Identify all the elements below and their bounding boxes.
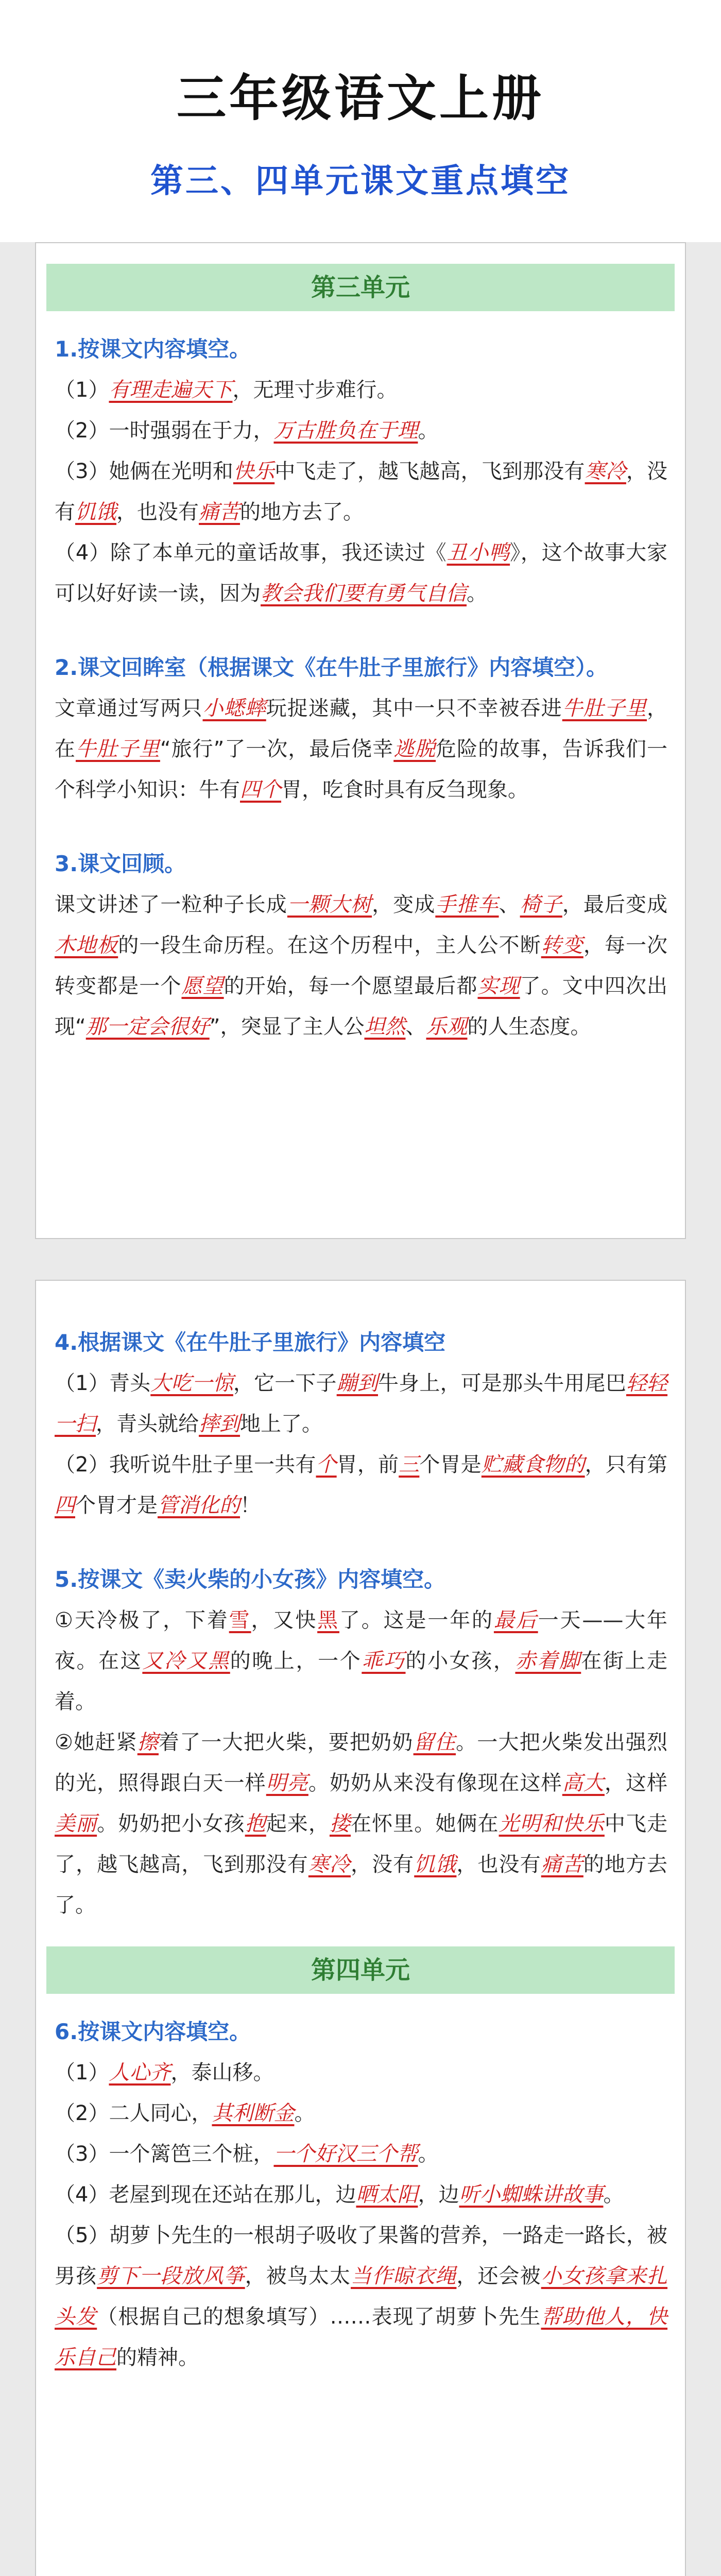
fill-line: （3）她俩在光明和快乐中飞走了，越飞越高，飞到那没有寒冷，没有饥饿，也没有痛苦的地方去了。 (55, 460, 668, 524)
answer-blank: 美丽 (55, 1812, 97, 1836)
answer-blank: 乖巧 (362, 1649, 406, 1673)
answer-blank: 三 (399, 1453, 420, 1477)
answer-blank: 黑 (317, 1608, 339, 1632)
question-title: 6.按课文内容填空。 (55, 2019, 251, 2044)
answer-blank: 丑小鸭 (447, 541, 510, 565)
question-title: 3.课文回顾。 (55, 851, 186, 876)
answer-blank: 高大 (562, 1771, 605, 1795)
fill-paragraph: 课文讲述了一粒种子长成一颗大树，变成手推车、椅子，最后变成木地板的一段生命历程。在这个历程中，主人公不断转变，每一次转变都是一个愿望的开始，每一个愿望最后都实现了。文中四次出现“那一定会很好”，突显了主人公坦然、乐观的人生态度。 (55, 893, 668, 1039)
answer-blank: 轻轻一扫 (55, 1371, 668, 1436)
answer-blank: 实现 (477, 974, 520, 998)
question-title: 2.课文回眸室（根据课文《在牛肚子里旅行》内容填空）。 (55, 655, 608, 680)
answer-blank: 小蟋蟀 (202, 697, 266, 720)
question-title: 5.按课文《卖火柴的小女孩》内容填空。 (55, 1567, 446, 1592)
answer-blank: 牛肚子里 (75, 737, 160, 761)
answer-blank: 寒冷 (585, 460, 626, 483)
answer-blank: 擦 (137, 1731, 159, 1754)
answer-blank: 人心齐 (109, 2061, 171, 2084)
unit3-banner: 第三单元 (46, 264, 675, 311)
question-1 (36, 329, 685, 614)
question-5 (36, 1559, 685, 1926)
answer-blank: 赤着脚 (515, 1649, 581, 1673)
fill-line: （1）青头大吃一惊，它一下子蹦到牛身上，可是那头牛用尾巴轻轻一扫，青头就给摔到地上了。 (55, 1371, 668, 1436)
answer-blank: 愿望 (181, 974, 224, 998)
fill-line: （2）二人同心，其利断金。 (55, 2102, 315, 2125)
answer-blank: 搂 (329, 1812, 351, 1836)
answer-blank: 晒太阳 (356, 2183, 418, 2207)
answer-blank: 光明和快乐 (499, 1812, 605, 1836)
answer-blank: 剪下一段放风筝 (97, 2264, 245, 2288)
fill-line: （5）胡萝卜先生的一根胡子吸收了果酱的营养，一路走一路长，被男孩剪下一段放风筝，被鸟太太当作晾衣绳，还会被小女孩拿来扎头发（根据自己的想象填写）……表现了胡萝卜先生帮助他人，快乐自己的精神。 (55, 2224, 668, 2369)
answer-blank: 饥饿 (414, 1853, 457, 1876)
answer-blank: 饥饿 (75, 500, 116, 524)
question-4 (36, 1322, 685, 1526)
answer-blank: 一个好汉三个帮 (273, 2142, 418, 2166)
answer-blank: 个 (316, 1453, 337, 1477)
answer-blank: 转变 (541, 934, 583, 957)
answer-blank: 痛苦 (199, 500, 240, 524)
fill-paragraph: ①天冷极了，下着雪，又快黑了。这是一年的最后一天——大年夜。在这又冷又黑的晚上，一个乖巧的小女孩，赤着脚在街上走着。 (55, 1608, 668, 1714)
card-unit3-part1 (35, 242, 686, 1239)
question-3 (36, 843, 685, 1047)
answer-blank: 坦然 (364, 1015, 406, 1039)
fill-line: （2）我听说牛肚子里一共有个胃，前三个胃是贮藏食物的，只有第四个胃才是管消化的！ (55, 1453, 668, 1517)
answer-blank: 那一定会很好 (85, 1015, 210, 1039)
answer-blank: 听小蜘蛛讲故事 (459, 2183, 604, 2207)
page-subtitle: 第三、四单元课文重点填空 (150, 162, 571, 200)
answer-blank: 痛苦 (541, 1853, 583, 1876)
answer-blank: 贮藏食物的 (481, 1453, 585, 1477)
answer-blank: 牛肚子里 (562, 697, 647, 720)
question-2 (36, 647, 685, 810)
answer-blank: 逃脱 (393, 737, 436, 761)
question-title: 1.按课文内容填空。 (55, 336, 251, 362)
answer-blank: 寒冷 (308, 1853, 351, 1876)
fill-line: （2）一时强弱在于力，万古胜负在于理。 (55, 419, 439, 443)
fill-line: （4）老屋到现在还站在那儿，边晒太阳，边听小蜘蛛讲故事。 (55, 2183, 624, 2207)
answer-blank: 留住 (413, 1731, 456, 1754)
unit4-banner: 第四单元 (46, 1946, 675, 1994)
answer-blank: 木地板 (55, 934, 118, 957)
answer-blank: 有理走遍天下 (109, 378, 233, 402)
fill-line: （4）除了本单元的童话故事，我还读过《丑小鸭》，这个故事大家可以好好读一读，因为教会我们要有勇气自信。 (55, 541, 668, 605)
answer-blank: 蹦到 (336, 1371, 378, 1395)
answer-blank: 雪 (229, 1608, 251, 1632)
answer-blank: 最后 (493, 1608, 538, 1632)
answer-blank: 又冷又黑 (142, 1649, 230, 1673)
page-title: 三年级语文上册 (177, 70, 544, 127)
question-6 (36, 2011, 685, 2378)
answer-blank: 万古胜负在于理 (273, 419, 418, 443)
fill-paragraph: 文章通过写两只小蟋蟀玩捉迷藏，其中一只不幸被吞进牛肚子里，在牛肚子里“旅行”了一次，最后侥幸逃脱危险的故事，告诉我们一个科学小知识：牛有四个胃，吃食时具有反刍现象。 (55, 697, 668, 802)
answer-blank: 一颗大树 (287, 893, 372, 917)
answer-blank: 摔到 (199, 1412, 240, 1436)
answer-blank: 小女孩拿来扎头发 (55, 2264, 668, 2329)
answer-blank: 教会我们要有勇气自信 (261, 582, 467, 605)
fill-paragraph: ②她赶紧擦着了一大把火柴，要把奶奶留住。一大把火柴发出强烈的光，照得跟白天一样明亮。奶奶从来没有像现在这样高大，这样美丽。奶奶把小女孩抱起来，搂在怀里。她俩在光明和快乐中飞走了，越飞越高，飞到那没有寒冷，没有饥饿，也没有痛苦的地方去了。 (55, 1731, 668, 1917)
header (0, 0, 721, 242)
question-title: 4.根据课文《在牛肚子里旅行》内容填空 (55, 1330, 446, 1355)
answer-blank: 其利断金 (212, 2102, 295, 2125)
answer-blank: 帮助他人，快乐自己 (55, 2305, 668, 2369)
answer-blank: 抱 (245, 1812, 266, 1836)
answer-blank: 当作晾衣绳 (351, 2264, 457, 2288)
answer-blank: 手推车 (435, 893, 499, 917)
answer-blank: 大吃一惊 (150, 1371, 233, 1395)
answer-blank: 乐观 (426, 1015, 468, 1039)
card-unit3-part2-unit4 (35, 1280, 686, 2576)
answer-blank: 快乐 (233, 460, 275, 483)
answer-blank: 管消化的 (158, 1494, 240, 1517)
answer-blank: 明亮 (266, 1771, 308, 1795)
fill-line: （3）一个篱笆三个桩，一个好汉三个帮。 (55, 2142, 439, 2166)
fill-line: （1）人心齐，泰山移。 (55, 2061, 274, 2084)
answer-blank: 四个 (240, 778, 281, 802)
answer-blank: 椅子 (520, 893, 562, 917)
answer-blank: 四 (55, 1494, 75, 1517)
fill-line: （1）有理走遍天下，无理寸步难行。 (55, 378, 398, 402)
